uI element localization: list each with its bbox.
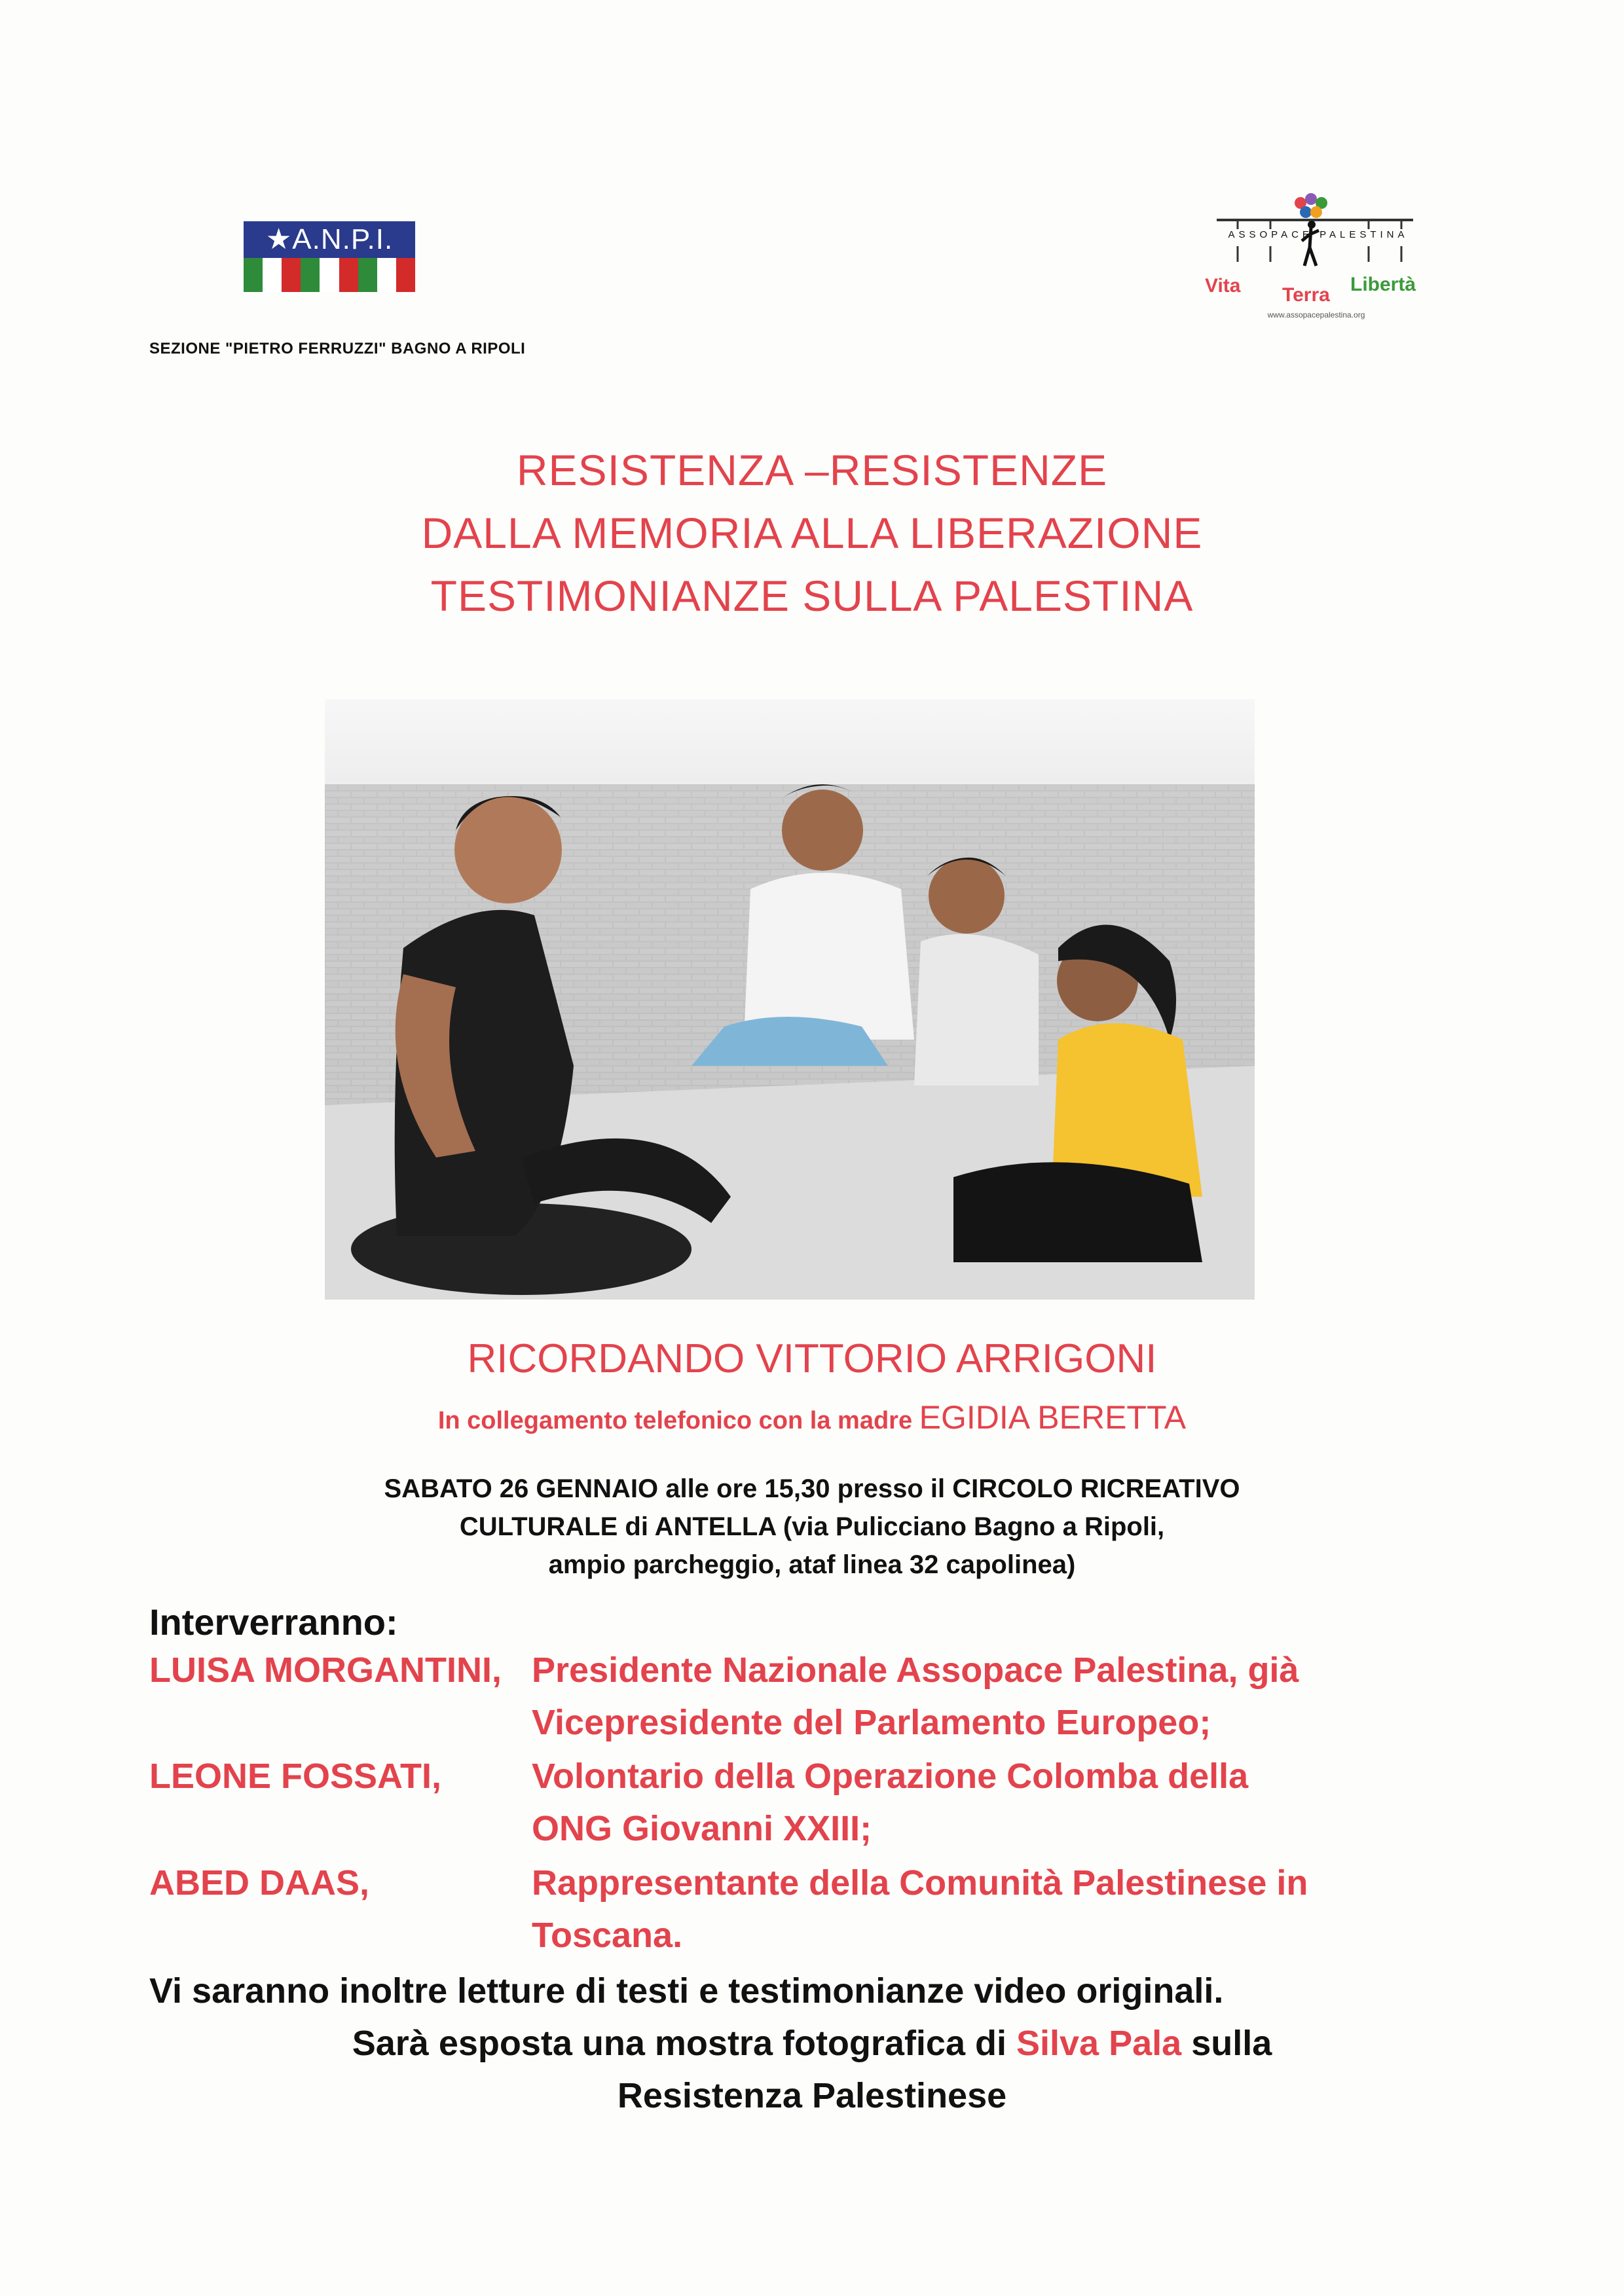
assopace-vita: Vita [1205, 275, 1241, 297]
event-info-line-2: CULTURALE di ANTELLA (via Pulicciano Bagno a Ripoli, [459, 1512, 1165, 1541]
speaker-role-line-2: Vicepresidente del Parlamento Europeo; [532, 1703, 1211, 1742]
section-label: SEZIONE "PIETRO FERRUZZI" BAGNO A RIPOLI [149, 340, 526, 357]
phone-prefix: In collegamento telefonico con la madre [437, 1407, 913, 1434]
footer-line-2 [0, 2023, 1624, 2064]
subtitle-name: RICORDANDO VITTORIO ARRIGONI [467, 1336, 1157, 1381]
footer-line-2-prefix: Sarà esposta una mostra fotografica di [352, 2024, 1006, 2063]
phone-line [0, 1398, 1624, 1436]
assopace-liberta: Libertà [1350, 274, 1416, 295]
photographer-name: Silva Pala [1016, 2024, 1182, 2063]
italian-flag-stripes [244, 258, 415, 292]
anpi-logo-text: ★A.N.P.I. [244, 221, 415, 258]
speaker-role-line-1: Rappresentante della Comunità Palestinese in [532, 1863, 1308, 1903]
title-line-2: DALLA MEMORIA ALLA LIBERAZIONE [421, 509, 1203, 557]
assopace-logo [1205, 189, 1428, 346]
speaker-name: LUISA MORGANTINI, [149, 1650, 502, 1690]
speaker-role-line-1: Volontario della Operazione Colomba della [532, 1757, 1249, 1796]
anpi-logo [244, 221, 415, 292]
speaker-role-line-2: Toscana. [532, 1916, 683, 1955]
speaker-role-line-2: ONG Giovanni XXIII; [532, 1809, 872, 1848]
footer-line-1: Vi saranno inoltre letture di testi e testimonianze video originali. [149, 1971, 1224, 2011]
assopace-url: www.assopacepalestina.org [1267, 310, 1365, 319]
event-photo [325, 699, 1255, 1300]
footer-line-2-suffix: sulla [1191, 2024, 1272, 2063]
title-line-3: TESTIMONIANZE SULLA PALESTINA [430, 572, 1194, 620]
event-info-line-1: SABATO 26 GENNAIO alle ore 15,30 presso il CIRCOLO RICREATIVO [384, 1474, 1240, 1503]
speakers-heading: Interverranno: [149, 1601, 398, 1643]
speaker-role-line-1: Presidente Nazionale Assopace Palestina, già [532, 1650, 1299, 1690]
assopace-name: ASSOPACE PALESTINA [1228, 229, 1409, 240]
event-info-line-3: ampio parcheggio, ataf linea 32 capolinea) [548, 1550, 1076, 1579]
speaker-name: LEONE FOSSATI, [149, 1757, 442, 1796]
speaker-name: ABED DAAS, [149, 1863, 370, 1903]
title-line-1: RESISTENZA –RESISTENZE [516, 446, 1108, 494]
footer-line-3: Resistenza Palestinese [617, 2076, 1007, 2115]
assopace-terra: Terra [1282, 284, 1330, 306]
mother-name: EGIDIA BERETTA [919, 1399, 1187, 1436]
